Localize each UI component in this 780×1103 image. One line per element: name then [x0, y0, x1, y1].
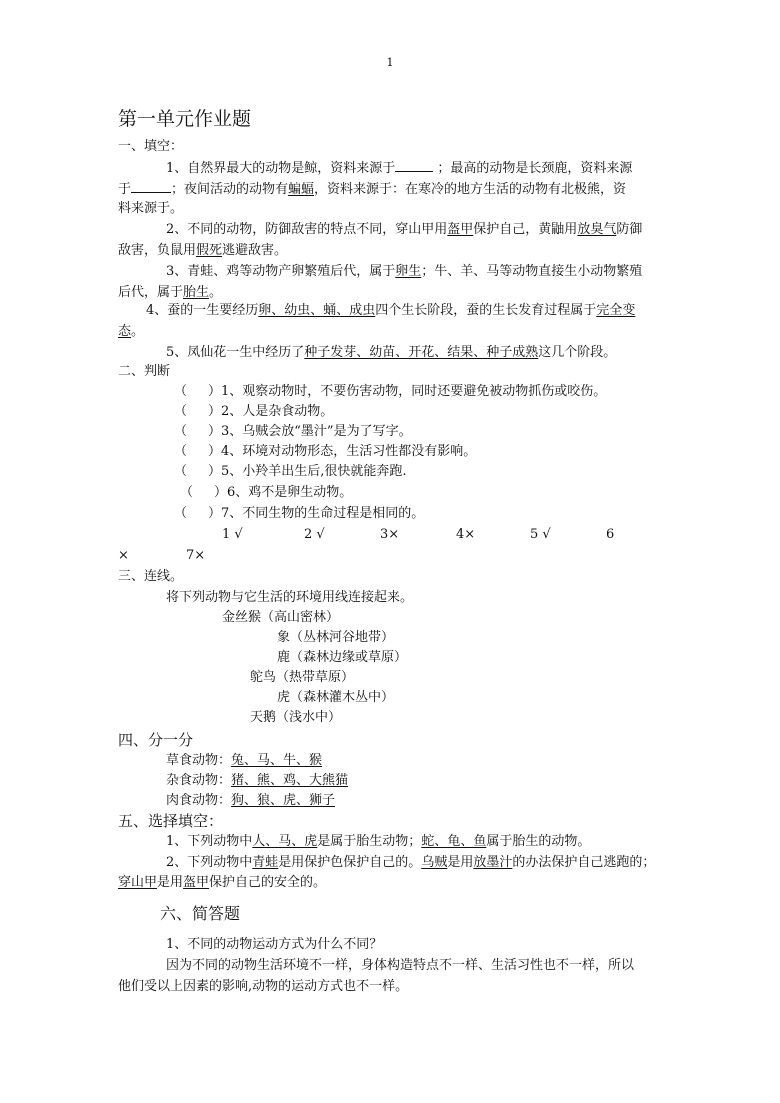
judge-item-3: （ ）3、乌贼会放“墨汁”是为了写字。 — [174, 424, 412, 439]
judge-answer-5: 5 √ — [530, 527, 551, 542]
judge-answer-4: 4× — [456, 527, 476, 542]
answer-blank-1 — [395, 157, 433, 172]
fill-q3-line2: 后代，属于胎生。 — [118, 285, 223, 300]
section-5-heading: 五、选择填空： — [118, 812, 224, 830]
page-title: 第一单元作业题 — [118, 108, 252, 130]
fill-q1-line3: 料来源于。 — [118, 201, 184, 216]
fill-q1-line2: 于 ；夜间活动的动物有蝙蝠，资料来源于：在寒冷的地方生活的动物有北极熊，资 — [118, 178, 626, 200]
section-1-heading: 一、填空： — [118, 139, 184, 154]
matching-item-3: 鹿（森林边缘或草原） — [277, 650, 408, 665]
fill-q4-line2: 态。 — [118, 324, 145, 339]
judge-answer-7: 7× — [186, 548, 206, 563]
classify-row-omnivore: 杂食动物：猪、熊、鸡、大熊猫 — [166, 773, 349, 788]
matching-item-2: 象（丛林河谷地带） — [277, 630, 395, 645]
judge-item-6: （ ）6、鸡不是卵生动物。 — [180, 485, 353, 500]
classify-row-carnivore: 肉食动物：狗、狼、虎、狮子 — [166, 793, 336, 808]
matching-item-4: 鸵鸟（热带草原） — [250, 670, 355, 685]
fill-q2-line1: 2、不同的动物，防御敌害的特点不同，穿山甲用盔甲保护自己，黄鼬用放臭气防御 — [166, 222, 643, 237]
matching-item-1: 金丝猴（高山密林） — [222, 610, 340, 625]
judge-item-5: （ ）5、小羚羊出生后,很快就能奔跑. — [174, 464, 407, 479]
fill-q4-line1: 4、蚕的一生要经历卵、幼虫、蛹、成虫四个生长阶段，蚕的生长发育过程属于完全变 — [146, 303, 636, 318]
matching-intro: 将下列动物与它生活的环境用线连接起来。 — [166, 590, 414, 605]
fill-q1-line1: 1、自然界最大的动物是鲸，资料来源于 ；最高的动物是长颈鹿，资料来源 — [166, 157, 632, 179]
choice-q2-line2: 穿山甲是用盔甲保护自己的安全的。 — [118, 875, 327, 890]
judge-answer-6: 6 — [606, 527, 615, 542]
judge-answer-6-mark: × — [118, 548, 129, 563]
judge-item-2: （ ）2、人是杂食动物。 — [174, 404, 334, 419]
matching-item-5: 虎（森林灌木丛中） — [277, 690, 395, 705]
judge-answer-2: 2 √ — [304, 527, 325, 542]
short-answer-line-1: 因为不同的动物生活环境不一样，身体构造特点不一样、生活习性也不一样，所以 — [166, 958, 635, 973]
section-4-heading: 四、分一分 — [118, 731, 194, 749]
section-3-heading: 三、连线。 — [118, 569, 184, 584]
fill-q5-line1: 5、凤仙花一生中经历了种子发芽、幼苗、开花、结果、种子成熟这几个阶段。 — [166, 345, 617, 360]
matching-item-6: 天鹅（浅水中） — [250, 710, 342, 725]
short-answer-line-2: 他们受以上因素的影响,动物的运动方式也不一样。 — [118, 979, 409, 994]
choice-q2-line1: 2、下列动物中青蛙是用保护色保护自己的。乌贼是用放墨汁的办法保护自己逃跑的； — [166, 855, 656, 870]
judge-answer-1: 1 √ — [222, 527, 243, 542]
short-answer-question-1: 1、不同的动物运动方式为什么不同？ — [166, 937, 383, 952]
judge-item-7: （ ）7、不同生物的生命过程是相同的。 — [174, 506, 425, 521]
section-6-heading: 六、简答题 — [160, 904, 241, 923]
judge-answer-3: 3× — [380, 527, 400, 542]
fill-q3-line1: 3、青蛙、鸡等动物产卵繁殖后代，属于卵生；牛、羊、马等动物直接生小动物繁殖 — [166, 264, 643, 279]
section-2-heading: 二、判断 — [118, 364, 171, 379]
choice-q1: 1、下列动物中人、马、虎是属于胎生动物；蛇、龟、鱼属于胎生的动物。 — [166, 834, 591, 849]
classify-row-herbivore: 草食动物：兔、马、牛、猴 — [166, 753, 323, 768]
answer-blank-2 — [131, 178, 171, 193]
judge-item-1: （ ）1、观察动物时，不要伤害动物，同时还要避免被动物抓伤或咬伤。 — [174, 384, 607, 399]
fill-q2-line2: 敌害，负鼠用假死逃避敌害。 — [118, 243, 288, 258]
page-number: 1 — [386, 56, 394, 69]
judge-item-4: （ ）4、环境对动物形态，生活习性都没有影响。 — [174, 444, 477, 459]
